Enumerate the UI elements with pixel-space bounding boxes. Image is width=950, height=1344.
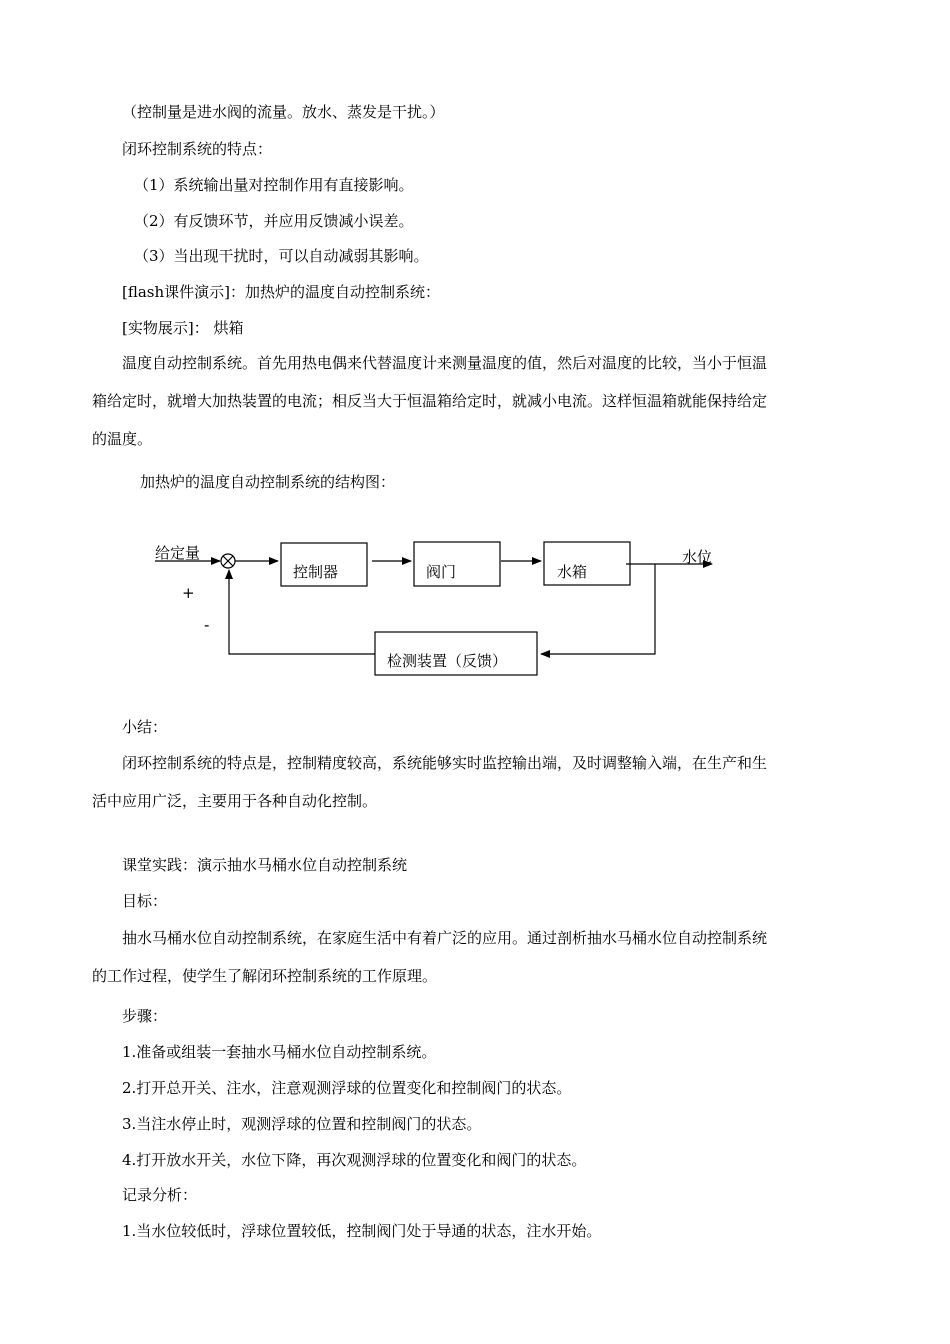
text-line: [flash课件演示]：加热炉的温度自动控制系统：	[122, 283, 441, 301]
list-item: 2.打开总开关、注水，注意观测浮球的位置变化和控制阀门的状态。	[122, 1079, 572, 1097]
feedback-label: 检测装置（反馈）	[387, 652, 508, 670]
paragraph-line: 的温度。	[92, 430, 153, 448]
paragraph-line: 抽水马桶水位自动控制系统，在家庭生活中有着广泛的应用。通过剖析抽水马桶水位自动控制系统	[122, 929, 768, 947]
output-label: 水位	[682, 548, 713, 566]
list-item: （1）系统输出量对控制作用有直接影响。	[134, 176, 414, 194]
list-item: 1.准备或组装一套抽水马桶水位自动控制系统。	[122, 1043, 437, 1061]
text-line: 闭环控制系统的特点：	[122, 140, 273, 158]
paragraph-line: 活中应用广泛，主要用于各种自动化控制。	[92, 792, 378, 810]
tank-label: 水箱	[557, 563, 588, 581]
input-label: 给定量	[155, 544, 201, 562]
section-heading: 步骤：	[122, 1007, 168, 1025]
paragraph-line: 的工作过程，使学生了解闭环控制系统的工作原理。	[92, 967, 438, 985]
section-heading: 小结：	[122, 718, 168, 736]
paragraph-summary	[92, 744, 860, 820]
text-line: [实物展示]： 烘箱	[122, 319, 244, 337]
list-item: （3）当出现干扰时，可以自动减弱其影响。	[134, 247, 429, 265]
paragraph-line: 闭环控制系统的特点是，控制精度较高，系统能够实时监控输出端，及时调整输入端，在生产和生	[122, 754, 768, 772]
plus-sign: +	[182, 584, 195, 602]
section-heading: 课堂实践：演示抽水马桶水位自动控制系统	[122, 856, 408, 874]
list-item: 3.当注水停止时，观测浮球的位置和控制阀门的状态。	[122, 1115, 482, 1133]
paragraph-goal	[92, 919, 860, 995]
section-heading: 目标：	[122, 892, 168, 910]
list-item: 1.当水位较低时，浮球位置较低，控制阀门处于导通的状态，注水开始。	[122, 1222, 602, 1240]
section-heading: 记录分析：	[122, 1186, 198, 1204]
paragraph-line: 温度自动控制系统。首先用热电偶来代替温度计来测量温度的值，然后对温度的比较，当小于恒温	[122, 354, 768, 372]
text-line: （控制量是进水阀的流量。放水、蒸发是干扰。）	[122, 103, 445, 121]
diagram-caption: 加热炉的温度自动控制系统的结构图：	[140, 473, 396, 491]
summing-junction-icon	[221, 554, 235, 568]
controller-label: 控制器	[293, 563, 339, 581]
minus-sign: -	[204, 616, 210, 634]
list-item: 4.打开放水开关，水位下降，再次观测浮球的位置变化和阀门的状态。	[122, 1151, 587, 1169]
valve-label: 阀门	[426, 563, 457, 581]
paragraph-line: 箱给定时，就增大加热装置的电流；相反当大于恒温箱给定时，就减小电流。这样恒温箱就能保持给定	[92, 392, 768, 410]
list-item: （2）有反馈环节，并应用反馈减小误差。	[134, 212, 414, 230]
